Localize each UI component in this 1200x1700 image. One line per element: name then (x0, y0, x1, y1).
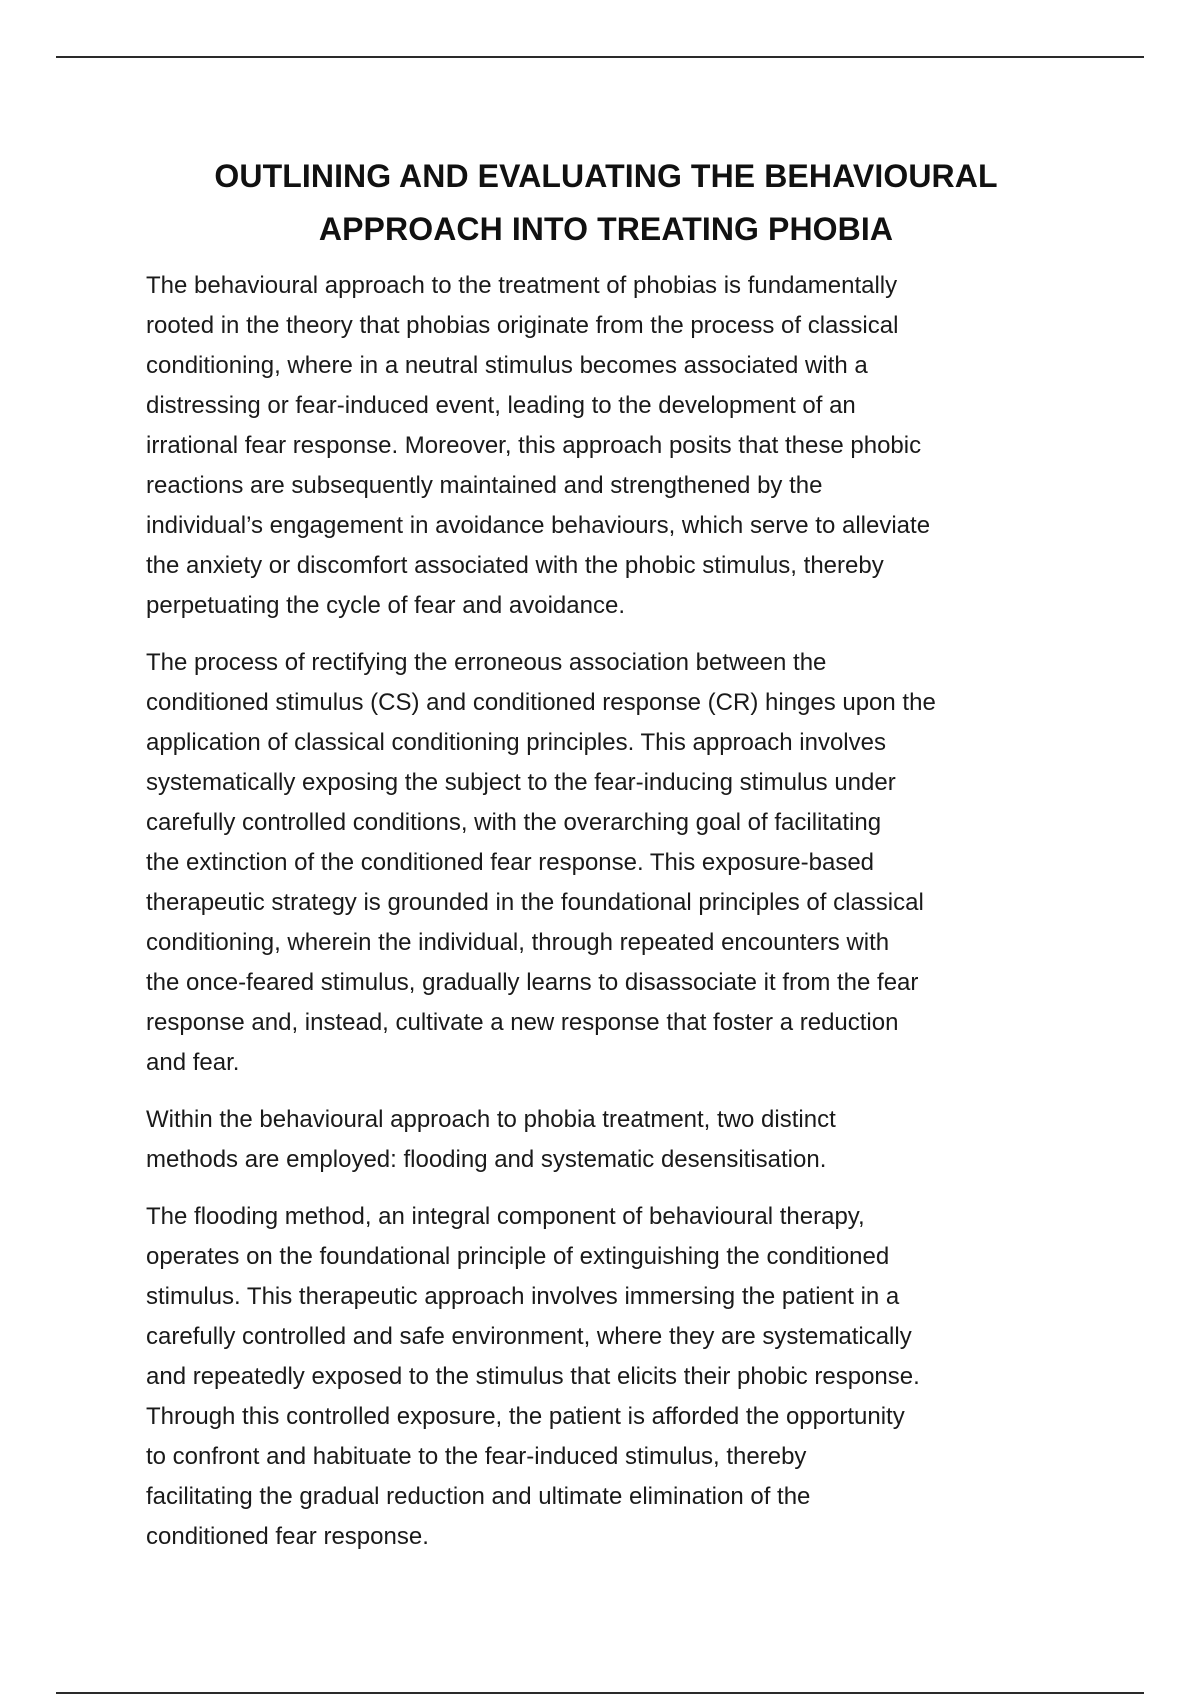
text-line: carefully controlled and safe environment, where they are systematically (146, 1323, 912, 1350)
text-line: conditioned fear response. (146, 1523, 429, 1550)
text-line: therapeutic strategy is grounded in the foundational principles of classical (146, 889, 924, 916)
text-line: perpetuating the cycle of fear and avoidance. (146, 592, 625, 619)
text-line: the once-feared stimulus, gradually learns to disassociate it from the fear (146, 969, 919, 996)
title-line: OUTLINING AND EVALUATING THE BEHAVIOURAL (214, 158, 998, 194)
text-line: methods are employed: flooding and systematic desensitisation. (146, 1146, 827, 1173)
top-rule (56, 56, 1144, 58)
text-line: Within the behavioural approach to phobia treatment, two distinct (146, 1106, 836, 1133)
text-line: conditioned stimulus (CS) and conditioned response (CR) hinges upon the (146, 689, 936, 716)
text-line: facilitating the gradual reduction and ultimate elimination of the (146, 1483, 811, 1510)
text-line: the extinction of the conditioned fear response. This exposure-based (146, 849, 875, 876)
text-line: and repeatedly exposed to the stimulus that elicits their phobic response. (146, 1363, 920, 1390)
paragraph-2 (146, 643, 1066, 1083)
paragraph-4 (146, 1197, 1066, 1557)
document-title (146, 150, 1066, 256)
paragraph-3 (146, 1100, 1066, 1180)
text-line: irrational fear response. Moreover, this approach posits that these phobic (146, 432, 922, 459)
title-line: APPROACH INTO TREATING PHOBIA (318, 211, 894, 247)
text-line: rooted in the theory that phobias originate from the process of classical (146, 312, 899, 339)
text-line: Through this controlled exposure, the patient is afforded the opportunity (146, 1403, 905, 1430)
text-line: carefully controlled conditions, with the overarching goal of facilitating (146, 809, 882, 836)
text-line: conditioning, wherein the individual, through repeated encounters with (146, 929, 890, 956)
text-line: the anxiety or discomfort associated with the phobic stimulus, thereby (146, 552, 884, 579)
text-line: operates on the foundational principle of extinguishing the conditioned (146, 1243, 890, 1270)
text-line: conditioning, where in a neutral stimulus becomes associated with a (146, 352, 868, 379)
text-line: systematically exposing the subject to the fear-inducing stimulus under (146, 769, 896, 796)
document-body (146, 150, 1066, 1574)
text-line: individual’s engagement in avoidance behaviours, which serve to alleviate (146, 512, 931, 539)
bottom-rule (56, 1692, 1144, 1694)
text-line: reactions are subsequently maintained and strengthened by the (146, 472, 823, 499)
text-line: The process of rectifying the erroneous association between the (146, 649, 827, 676)
text-line: The flooding method, an integral component of behavioural therapy, (146, 1203, 865, 1230)
text-line: The behavioural approach to the treatment of phobias is fundamentally (146, 272, 898, 299)
text-line: application of classical conditioning principles. This approach involves (146, 729, 886, 756)
text-line: distressing or fear-induced event, leading to the development of an (146, 392, 856, 419)
text-line: response and, instead, cultivate a new response that foster a reduction (146, 1009, 899, 1036)
text-line: and fear. (146, 1049, 240, 1076)
text-line: to confront and habituate to the fear-induced stimulus, thereby (146, 1443, 807, 1470)
paragraph-1 (146, 266, 1066, 626)
text-line: stimulus. This therapeutic approach involves immersing the patient in a (146, 1283, 900, 1310)
